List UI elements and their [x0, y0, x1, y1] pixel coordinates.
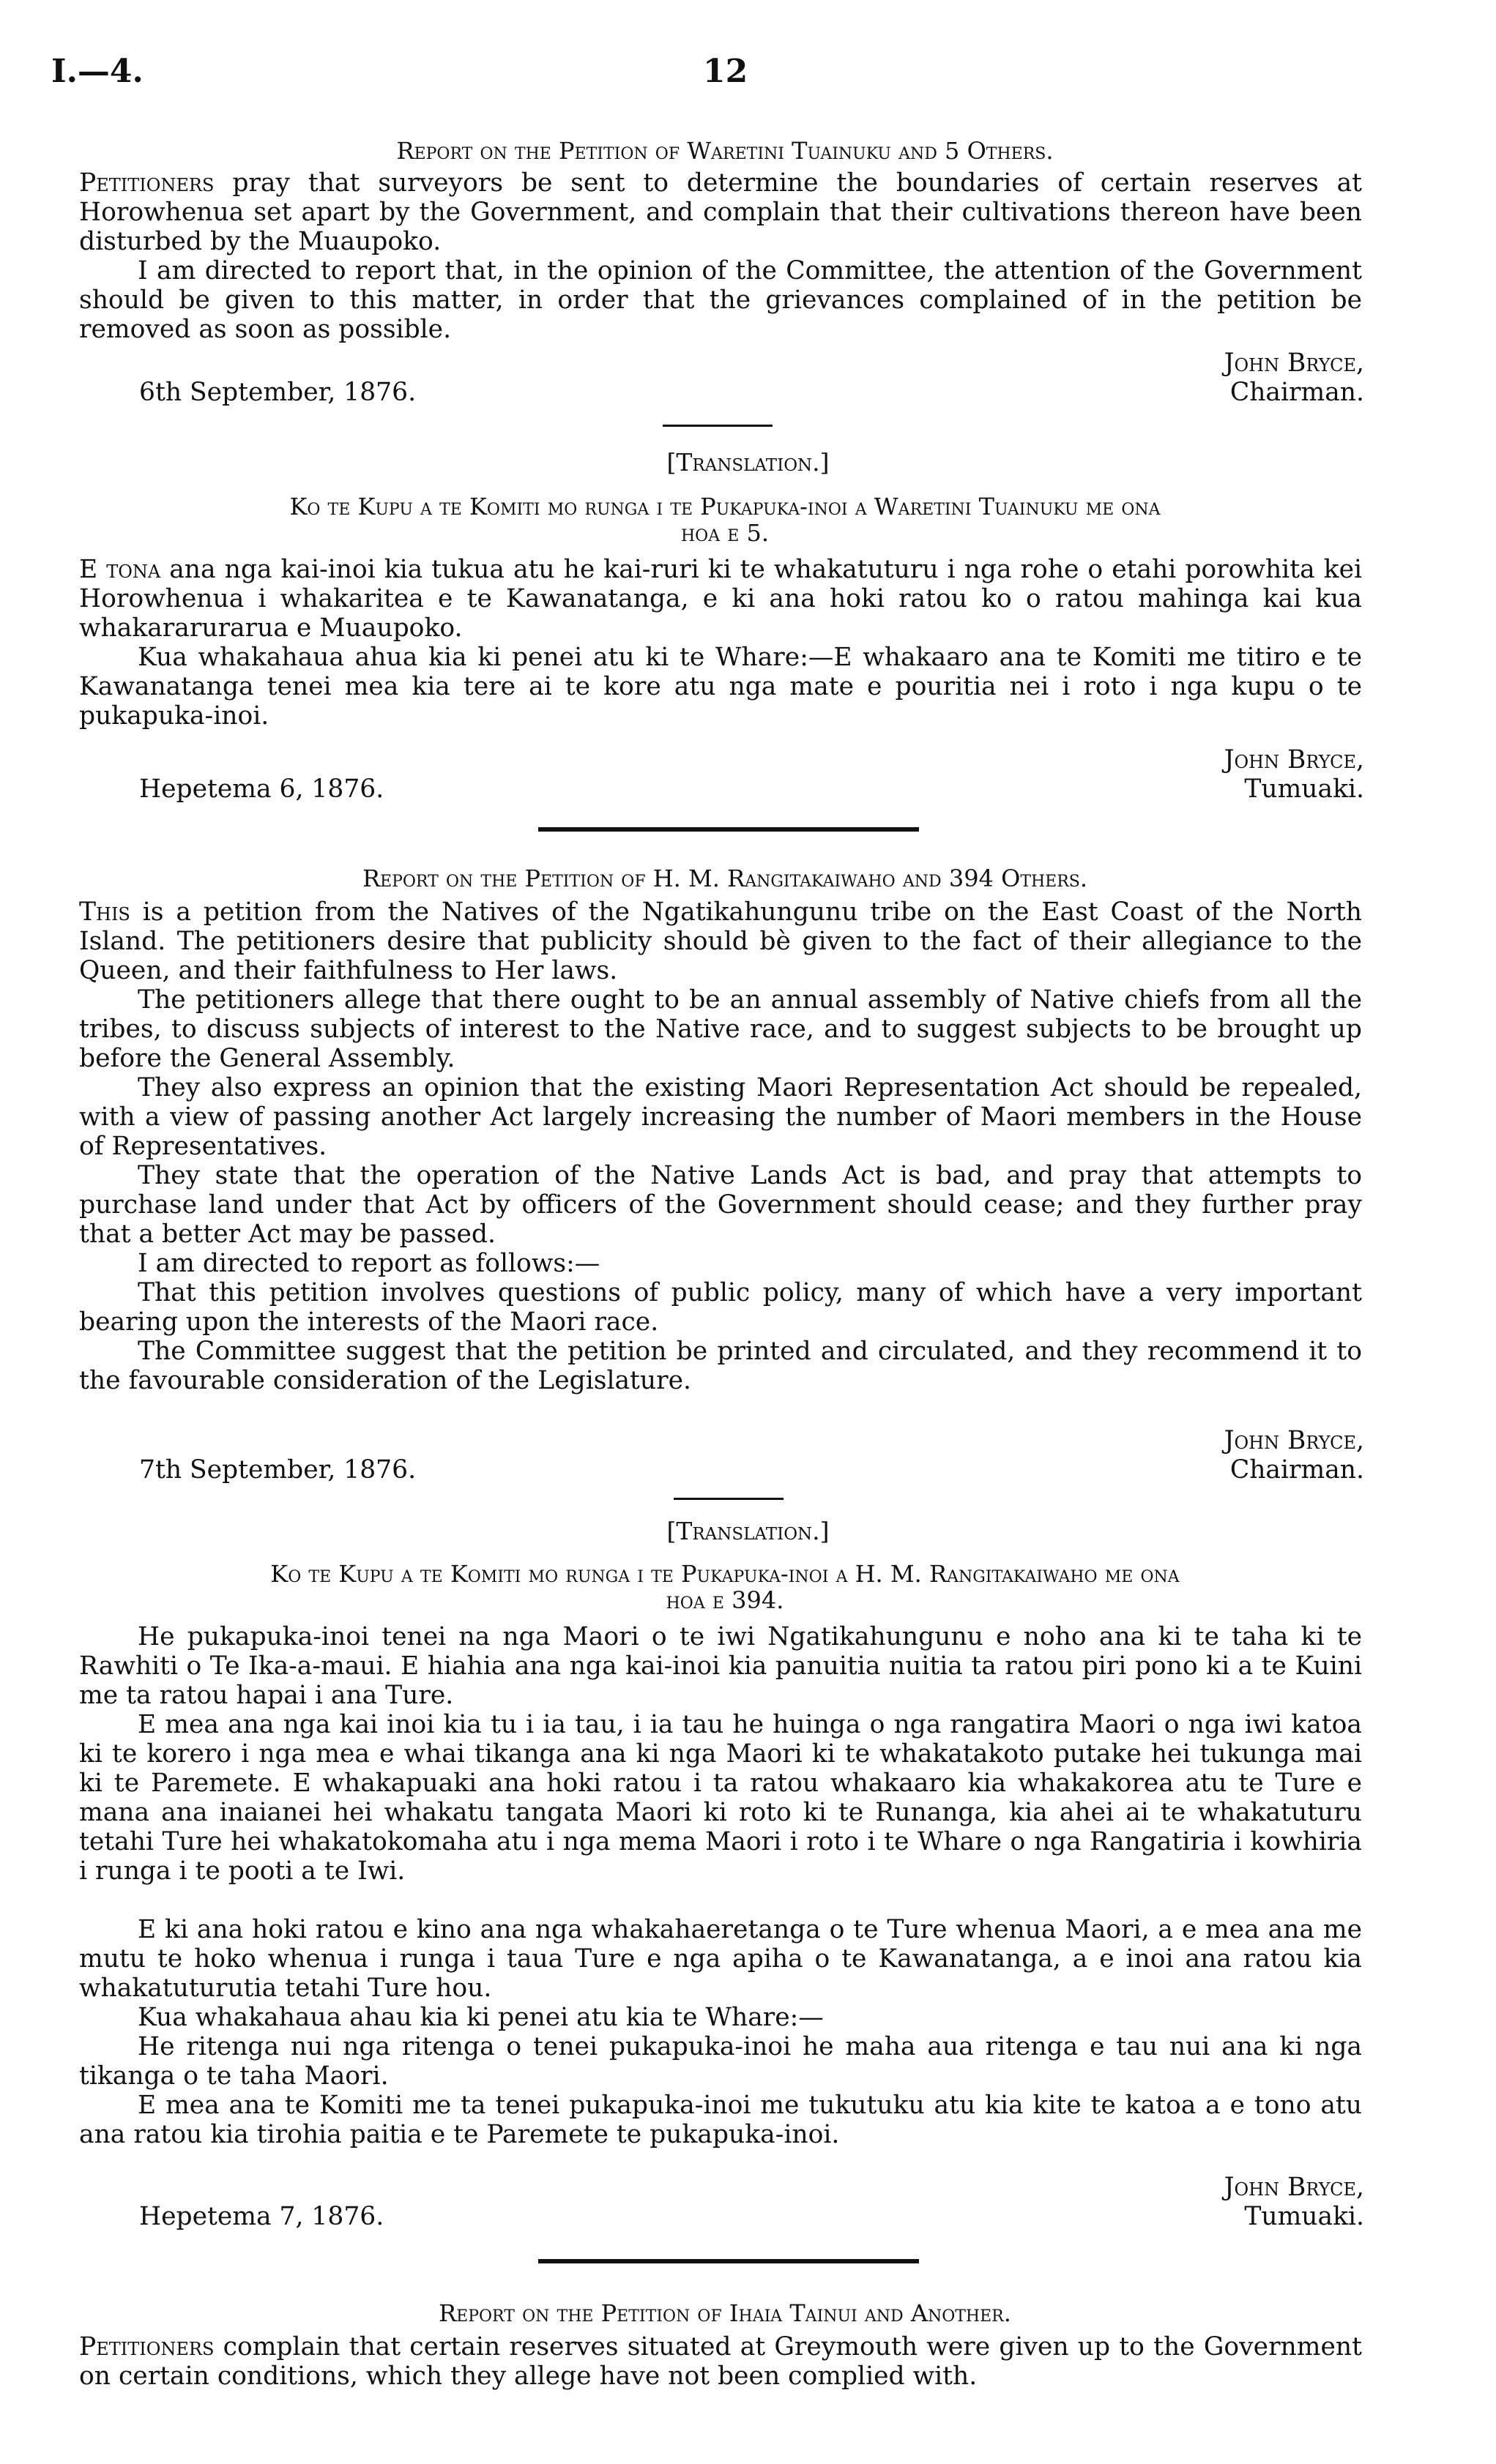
section-divider — [674, 1498, 784, 1500]
paragraph — [79, 897, 1362, 985]
translation-title-line2: hoa e 5. — [680, 519, 770, 547]
paragraph-text: complain that certain reserves situated at Greymouth were given up to the Government on certain conditions, which they allege have not been complied with. — [79, 2332, 1362, 2391]
signer-role: Chairman. — [1229, 378, 1364, 407]
paragraph: They also express an opinion that the existing Maori Representation Act should be repealed, with a view of passing another Act largely increasing the number of Maori members in the House of Representatives. — [79, 1073, 1362, 1161]
signer-name: John Bryce, — [1224, 348, 1364, 378]
paragraph: E ki ana hoki ratou e kino ana nga whakahaeretanga o te Ture whenua Maori, a e mea ana me mutu te hoko whenua i runga i taua Ture e nga apiha o te Kawanatanga, a e inoi ana ratou kia whakatuturutia tetahi Ture hou. — [79, 1915, 1362, 2003]
section-divider-thick — [538, 2259, 919, 2263]
translation-title-line1: Ko te Kupu a te Komiti mo runga i te Pukapuka-inoi a Waretini Tuainuku me ona — [289, 493, 1161, 520]
paragraph: The petitioners allege that there ought to be an annual assembly of Native chiefs from all the tribes, to discuss subjects of interest to the Native race, and to suggest subjects to be brought up before the General Assembly. — [79, 985, 1362, 1073]
paragraph: They state that the operation of the Native Lands Act is bad, and pray that attempts to purchase land under that Act by officers of the Government should cease; and they further pray that a better Act may be passed. — [79, 1161, 1362, 1249]
translation-title-line2: hoa e 394. — [666, 1586, 784, 1614]
lead-word: E tona — [79, 555, 161, 584]
report-date: Hepetema 6, 1876. — [139, 774, 384, 804]
signer-name: John Bryce, — [1224, 1426, 1364, 1455]
lead-word: This — [79, 897, 130, 927]
paragraph — [79, 2332, 1362, 2391]
section-divider — [663, 425, 773, 427]
paragraph-text: is a petition from the Natives of the Ngatikahungunu tribe on the East Coast of the North Island. The petitioners desire that publicity should bè given to the fact of their allegiance to the Queen, and their faithfulness to Her laws. — [79, 897, 1363, 985]
document-reference: I.—4. — [51, 53, 144, 90]
paragraph-text: pray that surveyors be sent to determine the boundaries of certain reserves at Horowhenua set apart by the Government, and complain that their cultivations thereon have been disturbed by the Muaupoko. — [79, 168, 1362, 256]
paragraph: Kua whakahaua ahau kia ki penei atu kia te Whare:— — [138, 2003, 824, 2032]
signer-name: John Bryce, — [1224, 2173, 1364, 2202]
section-title-ihaia-tainui: Report on the Petition of Ihaia Tainui and Another. — [439, 2299, 1011, 2327]
paragraph: That this petition involves questions of public policy, many of which have a very important bearing upon the interests of the Maori race. — [79, 1278, 1362, 1337]
section-divider-thick — [538, 827, 919, 832]
paragraph: E mea ana te Komiti me ta tenei pukapuka-inoi me tukutuku atu kia kite te katoa a e tono atu ana ratou kia tirohia paitia e te Paremete te pukapuka-inoi. — [79, 2091, 1362, 2149]
translation-title-line1: Ko te Kupu a te Komiti mo runga i te Pukapuka-inoi a H. M. Rangitakaiwaho me ona — [270, 1560, 1180, 1588]
paragraph: I am directed to report that, in the opinion of the Committee, the attention of the Government should be given to this matter, in order that the grievances complained of in the petition be removed as soon as possible. — [79, 256, 1362, 344]
lead-word: Petitioners — [79, 2332, 215, 2362]
signer-role: Tumuaki. — [1244, 2202, 1364, 2231]
paragraph: Kua whakahaua ahua kia ki penei atu ki te Whare:—E whakaaro ana te Komiti me titiro e te Kawanatanga tenei mea kia tere ai te kore atu nga mate e pouritia nei i roto i nga kupu o te pukapuka-inoi. — [79, 643, 1362, 731]
section-title-rangitakaiwaho: Report on the Petition of H. M. Rangitakaiwaho and 394 Others. — [362, 865, 1088, 892]
report-date: Hepetema 7, 1876. — [139, 2202, 384, 2231]
lead-word: Petitioners — [79, 168, 215, 198]
section-title-waretini: Report on the Petition of Waretini Tuainuku and 5 Others. — [396, 137, 1054, 165]
signer-role: Tumuaki. — [1244, 774, 1364, 804]
translation-label: [Translation.] — [666, 448, 830, 477]
paragraph: He ritenga nui nga ritenga o tenei pukapuka-inoi he maha aua ritenga e tau nui ana ki nga tikanga o te taha Maori. — [79, 2032, 1362, 2091]
signer-name: John Bryce, — [1224, 745, 1364, 774]
paragraph: E mea ana nga kai inoi kia tu i ia tau, i ia tau he huinga o nga rangatira Maori o nga iwi katoa ki te korero i nga mea e whai tikanga ana ki nga Maori ki te whakatakoto putake hei tukunga mai ki te Paremete. E whakapuaki ana hoki ratou i ta ratou whakaaro kia whakakorea atu te Ture e mana ana inaianei hei whakatu tangata Maori ki roto ki te Runanga, kia ahei ai te whakatuturu tetahi Ture hei whakatokomaha atu i nga mema Maori i roto i te Whare o nga Rangatiria i kowhiria i runga i te pooti a te Iwi. — [79, 1710, 1362, 1886]
translation-label: [Translation.] — [666, 1517, 830, 1545]
paragraph — [79, 168, 1362, 256]
paragraph-text: ana nga kai-inoi kia tukua atu he kai-ruri ki te whakatuturu i nga rohe o etahi porowhita kei Horowhenua i whakaritea e te Kawanatanga, e ki ana hoki ratou ko o ratou mahinga kai kua whakararurarua e Muaupoko. — [79, 555, 1363, 643]
signer-role: Chairman. — [1229, 1455, 1364, 1485]
paragraph: The Committee suggest that the petition be printed and circulated, and they recommend it to the favourable consideration of the Legislature. — [79, 1337, 1362, 1395]
report-date: 6th September, 1876. — [139, 378, 417, 407]
paragraph: He pukapuka-inoi tenei na nga Maori o te iwi Ngatikahungunu e noho ana ki te taha ki te Rawhiti o Te Ika-a-maui. E hiahia ana nga kai-inoi kia panuitia nuitia ta ratou piri pono ki a te Kuini me ta ratou hapai i ana Ture. — [79, 1622, 1362, 1710]
page-number: 12 — [703, 53, 748, 90]
paragraph — [79, 555, 1362, 643]
paragraph: I am directed to report as follows:— — [138, 1249, 600, 1278]
report-date: 7th September, 1876. — [139, 1455, 417, 1485]
